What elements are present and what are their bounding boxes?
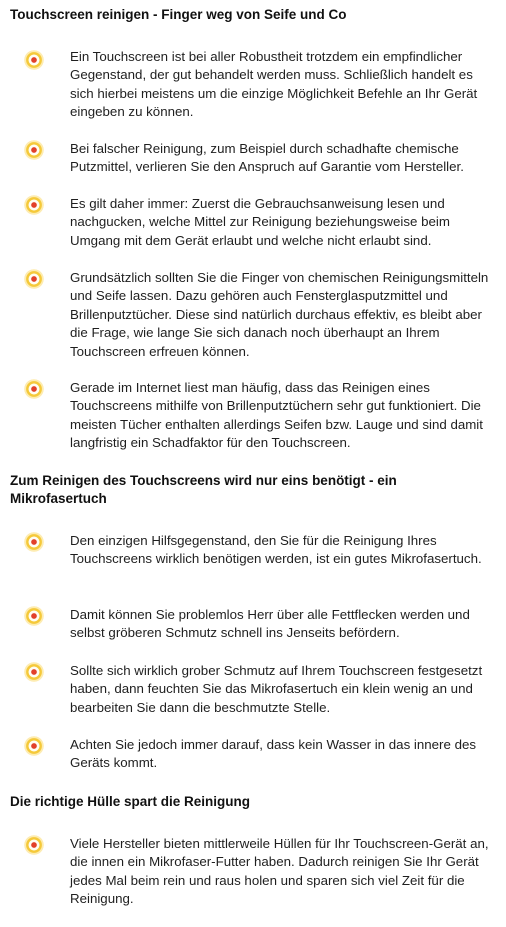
list-item-text: Den einzigen Hilfsgegenstand, den Sie für die Reinigung Ihres Touchscreens wirklich benötigen werden, ist ein gutes Mikrofasertuch.	[70, 533, 482, 567]
target-bullet-icon	[24, 532, 44, 552]
section-heading: Touchscreen reinigen - Finger weg von Seife und Co	[10, 7, 347, 22]
target-bullet-icon	[24, 662, 44, 682]
target-bullet-icon	[24, 606, 44, 626]
list-item-text: Grundsätzlich sollten Sie die Finger von chemischen Reinigungsmitteln und Seife lassen. Dazu gehören auch Fensterglasputzmittel und Brillenputztücher. Diese sind natürlich durchaus effektiv, es bleibt aber die Frage, wie lange Sie sich danach noch überhaupt an Ihrem Touchscreen erfreuen können.	[70, 270, 489, 359]
list-item-text: Sollte sich wirklich grober Schmutz auf Ihrem Touchscreen festgesetzt haben, dann feuchten Sie das Mikrofasertuch ein klein wenig an und bearbeiten Sie dann die beschmutzte Stelle.	[70, 663, 483, 715]
list-item-text: Ein Touchscreen ist bei aller Robustheit trotzdem ein empfindlicher Gegenstand, der gut behandelt werden muss. Schließlich handelt es sich hierbei meistens um die einzige Möglichkeit Befehle an Ihr Gerät eingeben zu können.	[70, 49, 478, 120]
list-item-text: Damit können Sie problemlos Herr über alle Fettflecken werden und selbst gröberen Schmutz schnell ins Jenseits befördern.	[70, 607, 470, 641]
target-bullet-icon	[24, 195, 44, 215]
target-bullet-icon	[24, 269, 44, 289]
target-bullet-icon	[24, 835, 44, 855]
section-heading: Die richtige Hülle spart die Reinigung	[10, 794, 251, 809]
list-item-text: Es gilt daher immer: Zuerst die Gebrauchsanweisung lesen und nachgucken, welche Mittel zur Reinigung beziehungsweise beim Umgang mit dem Gerät erlaubt und welche nicht erlaubt sind.	[70, 196, 450, 248]
target-bullet-icon	[24, 736, 44, 756]
target-bullet-icon	[24, 379, 44, 399]
list-item-text: Achten Sie jedoch immer darauf, dass kein Wasser in das innere des Geräts kommt.	[70, 737, 477, 771]
list-item-text: Viele Hersteller bieten mittlerweile Hüllen für Ihr Touchscreen-Gerät an, die innen ein Mikrofaser-Futter haben. Dadurch reinigen Sie Ihr Gerät jedes Mal beim rein und raus holen und sparen sich viel Zeit für die Reinigung.	[70, 836, 489, 907]
list-item-text: Gerade im Internet liest man häufig, dass das Reinigen eines Touchscreens mithilfe von Brillenputztüchern sehr gut funktioniert. Die meisten Tücher enthalten allerdings Seifen bzw. Lauge und sind damit langfristig ein Schadfaktor für den Touchscreen.	[70, 380, 483, 451]
target-bullet-icon	[24, 50, 44, 70]
section-heading: Zum Reinigen des Touchscreens wird nur eins benötigt - ein Mikrofasertuch	[10, 473, 397, 506]
target-bullet-icon	[24, 140, 44, 160]
list-item-text: Bei falscher Reinigung, zum Beispiel durch schadhafte chemische Putzmittel, verlieren Sie den Anspruch auf Garantie vom Hersteller.	[70, 141, 464, 175]
